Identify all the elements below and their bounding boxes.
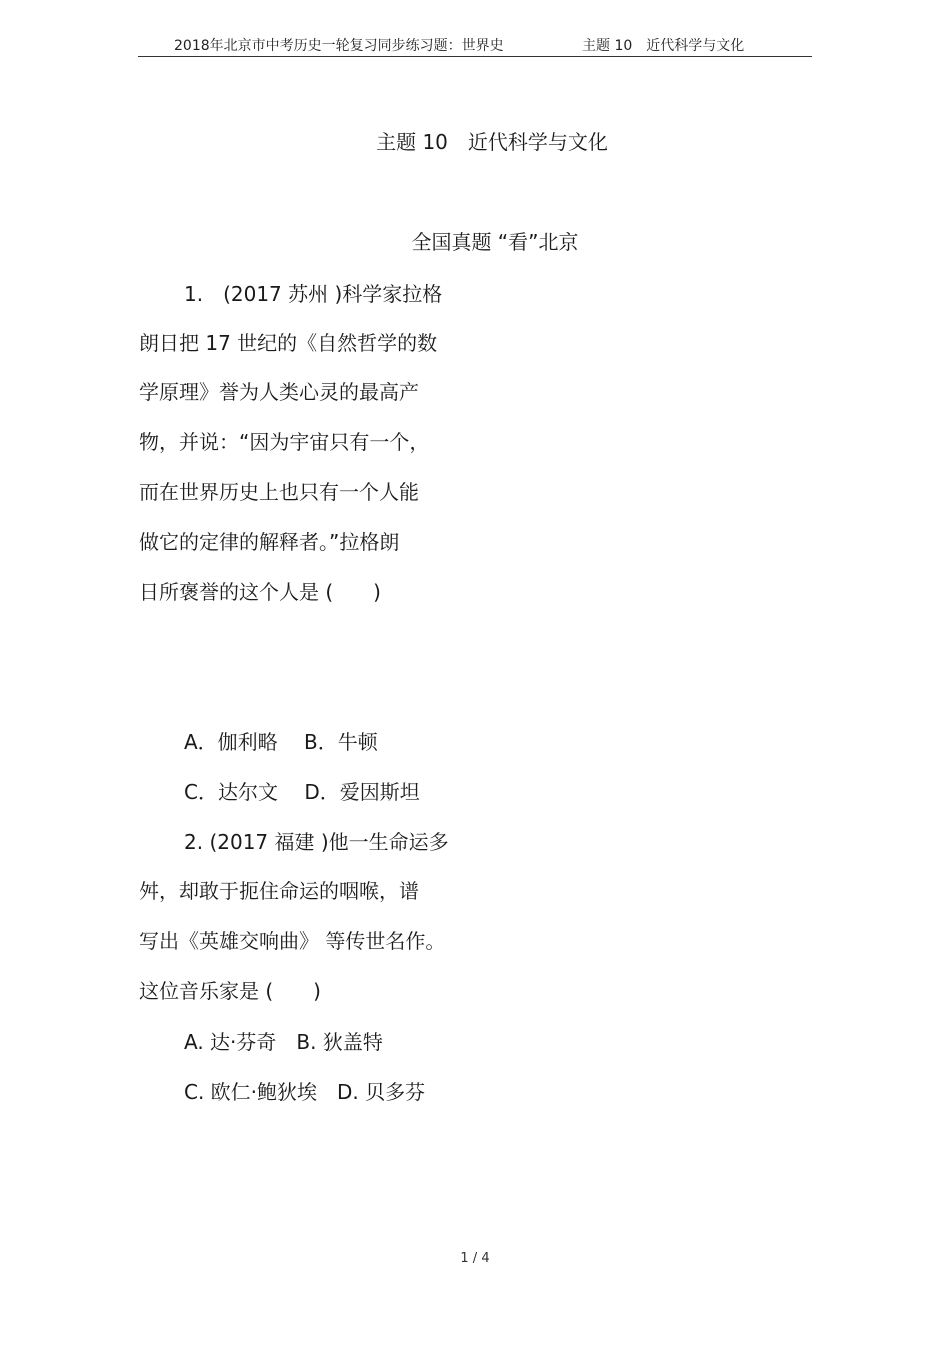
question-2-line: 写出《英雄交响曲》 等传世名作。 [139,929,446,953]
question-1-line: 物，并说：“因为宇宙只有一个， [139,430,430,454]
question-2-line: 这位音乐家是 ( ) [139,979,321,1003]
question-2-line: 2. (2017 福建 )他一生命运多 [184,830,449,854]
section-title: 全国真题 “看”北京 [411,230,579,254]
running-header [138,36,812,56]
header-divider [138,56,812,57]
question-1-line: 朗日把 17 世纪的《自然哲学的数 [139,331,438,355]
question-2-line: 舛，却敢于扼住命运的咽喉，谱 [139,879,419,903]
header-left-text: 2018年北京市中考历史一轮复习同步练习题：世界史 [174,38,504,54]
question-1-options: A．伽利略 B．牛顿 [184,730,378,754]
question-1-line: 学原理》誉为人类心灵的最高产 [139,380,419,404]
page-number: 1 / 4 [460,1251,490,1266]
question-1-line: 做它的定律的解释者。”拉格朗 [139,530,400,554]
question-1-line: 1. (2017 苏州 )科学家拉格 [184,282,443,306]
question-2-options: A. 达·芬奇 B. 狄盖特 [184,1030,383,1054]
question-2-options: C. 欧仁·鲍狄埃 D. 贝多芬 [184,1080,426,1104]
page-title: 主题 10 近代科学与文化 [376,130,608,154]
header-right-text: 主题 10 近代科学与文化 [582,38,745,54]
question-1-line: 而在世界历史上也只有一个人能 [139,480,419,504]
question-1-options: C．达尔文 D．爱因斯坦 [184,780,420,804]
question-1-line: 日所褒誉的这个人是 ( ) [139,580,381,604]
